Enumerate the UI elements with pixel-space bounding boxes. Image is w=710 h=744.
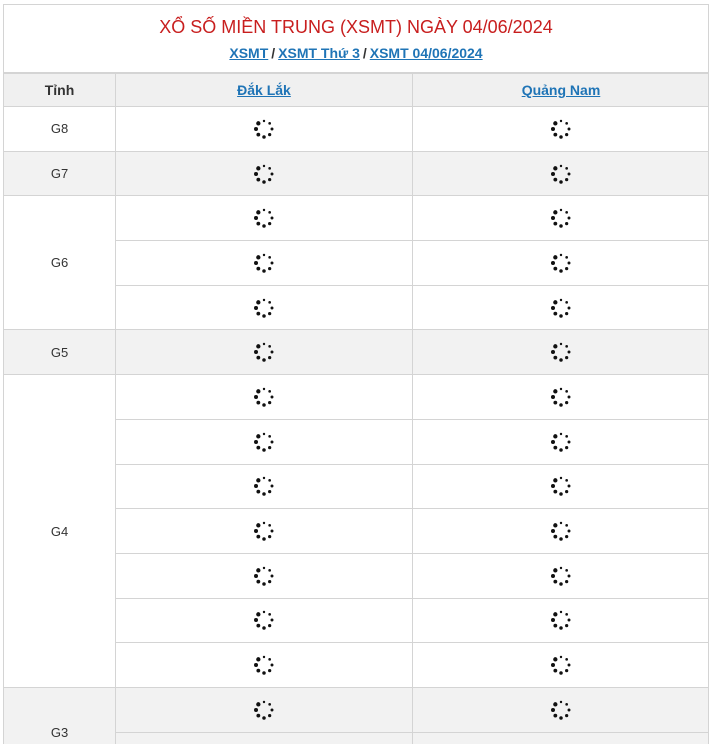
table-row: [4, 196, 710, 241]
loading-spinner-icon: [252, 519, 276, 543]
table-row: [4, 687, 710, 732]
result-cell: [413, 643, 710, 688]
table-row: [4, 330, 710, 375]
prize-label: G5: [4, 330, 116, 375]
loading-spinner-icon: [549, 296, 573, 320]
result-cell: [116, 419, 413, 464]
prize-label: G8: [4, 107, 116, 152]
loading-spinner-icon: [549, 340, 573, 364]
result-cell: [116, 330, 413, 375]
loading-spinner-icon: [252, 385, 276, 409]
loading-spinner-icon: [549, 519, 573, 543]
result-cell: [116, 285, 413, 330]
result-cell: [413, 107, 710, 152]
column-header-quang-nam: [413, 74, 710, 107]
result-cell: [116, 241, 413, 286]
loading-spinner-icon: [549, 385, 573, 409]
column-header-dak-lak: [116, 74, 413, 107]
breadcrumb: [4, 44, 708, 62]
result-cell: [413, 151, 710, 196]
loading-spinner-icon: [252, 608, 276, 632]
results-panel: [3, 4, 709, 744]
breadcrumb-separator: /: [271, 45, 275, 61]
loading-spinner-icon: [252, 474, 276, 498]
table-row: [4, 151, 710, 196]
province-link-dak-lak[interactable]: Đắk Lắk: [237, 82, 291, 98]
result-cell: [413, 598, 710, 643]
result-cell: [413, 509, 710, 554]
column-header-province: Tỉnh: [4, 74, 116, 107]
result-cell: [116, 553, 413, 598]
loading-spinner-icon: [252, 117, 276, 141]
loading-spinner-icon: [252, 162, 276, 186]
prize-label: G7: [4, 151, 116, 196]
result-cell: [413, 464, 710, 509]
results-table: [3, 73, 709, 744]
result-cell: [116, 375, 413, 420]
breadcrumb-link-xsmt[interactable]: XSMT: [229, 45, 268, 61]
loading-spinner-icon: [252, 698, 276, 722]
result-cell: [413, 553, 710, 598]
result-cell: [116, 107, 413, 152]
breadcrumb-link-xsmt-thu-3[interactable]: XSMT Thứ 3: [278, 45, 360, 61]
loading-spinner-icon: [549, 117, 573, 141]
loading-spinner-icon: [549, 474, 573, 498]
result-cell: [413, 419, 710, 464]
loading-spinner-icon: [549, 608, 573, 632]
loading-spinner-icon: [252, 430, 276, 454]
breadcrumb-separator: /: [363, 45, 367, 61]
loading-spinner-icon: [549, 430, 573, 454]
result-cell: [413, 241, 710, 286]
loading-spinner-icon: [549, 251, 573, 275]
prize-label: G3: [4, 687, 116, 744]
result-cell: [116, 687, 413, 732]
table-row: [4, 375, 710, 420]
loading-spinner-icon: [252, 251, 276, 275]
result-cell: [116, 151, 413, 196]
result-cell: [116, 509, 413, 554]
loading-spinner-icon: [549, 698, 573, 722]
loading-spinner-icon: [252, 653, 276, 677]
prize-label: G4: [4, 375, 116, 688]
result-cell: [413, 732, 710, 744]
result-cell: [116, 464, 413, 509]
loading-spinner-icon: [252, 296, 276, 320]
loading-spinner-icon: [549, 162, 573, 186]
result-cell: [116, 643, 413, 688]
result-cell: [116, 196, 413, 241]
result-cell: [116, 732, 413, 744]
result-cell: [413, 375, 710, 420]
results-header: [4, 5, 708, 73]
breadcrumb-link-xsmt-date[interactable]: XSMT 04/06/2024: [370, 45, 483, 61]
prize-label: G6: [4, 196, 116, 330]
table-row: [4, 107, 710, 152]
results-body: [4, 107, 710, 744]
province-link-quang-nam[interactable]: Quảng Nam: [522, 82, 601, 98]
table-header-row: [4, 74, 710, 107]
result-cell: [413, 285, 710, 330]
loading-spinner-icon: [549, 564, 573, 588]
result-cell: [413, 196, 710, 241]
loading-spinner-icon: [252, 564, 276, 588]
loading-spinner-icon: [252, 340, 276, 364]
result-cell: [116, 598, 413, 643]
result-cell: [413, 330, 710, 375]
loading-spinner-icon: [549, 206, 573, 230]
result-cell: [413, 687, 710, 732]
loading-spinner-icon: [549, 653, 573, 677]
loading-spinner-icon: [252, 206, 276, 230]
page-title: XỔ SỐ MIỀN TRUNG (XSMT) NGÀY 04/06/2024: [4, 5, 708, 38]
